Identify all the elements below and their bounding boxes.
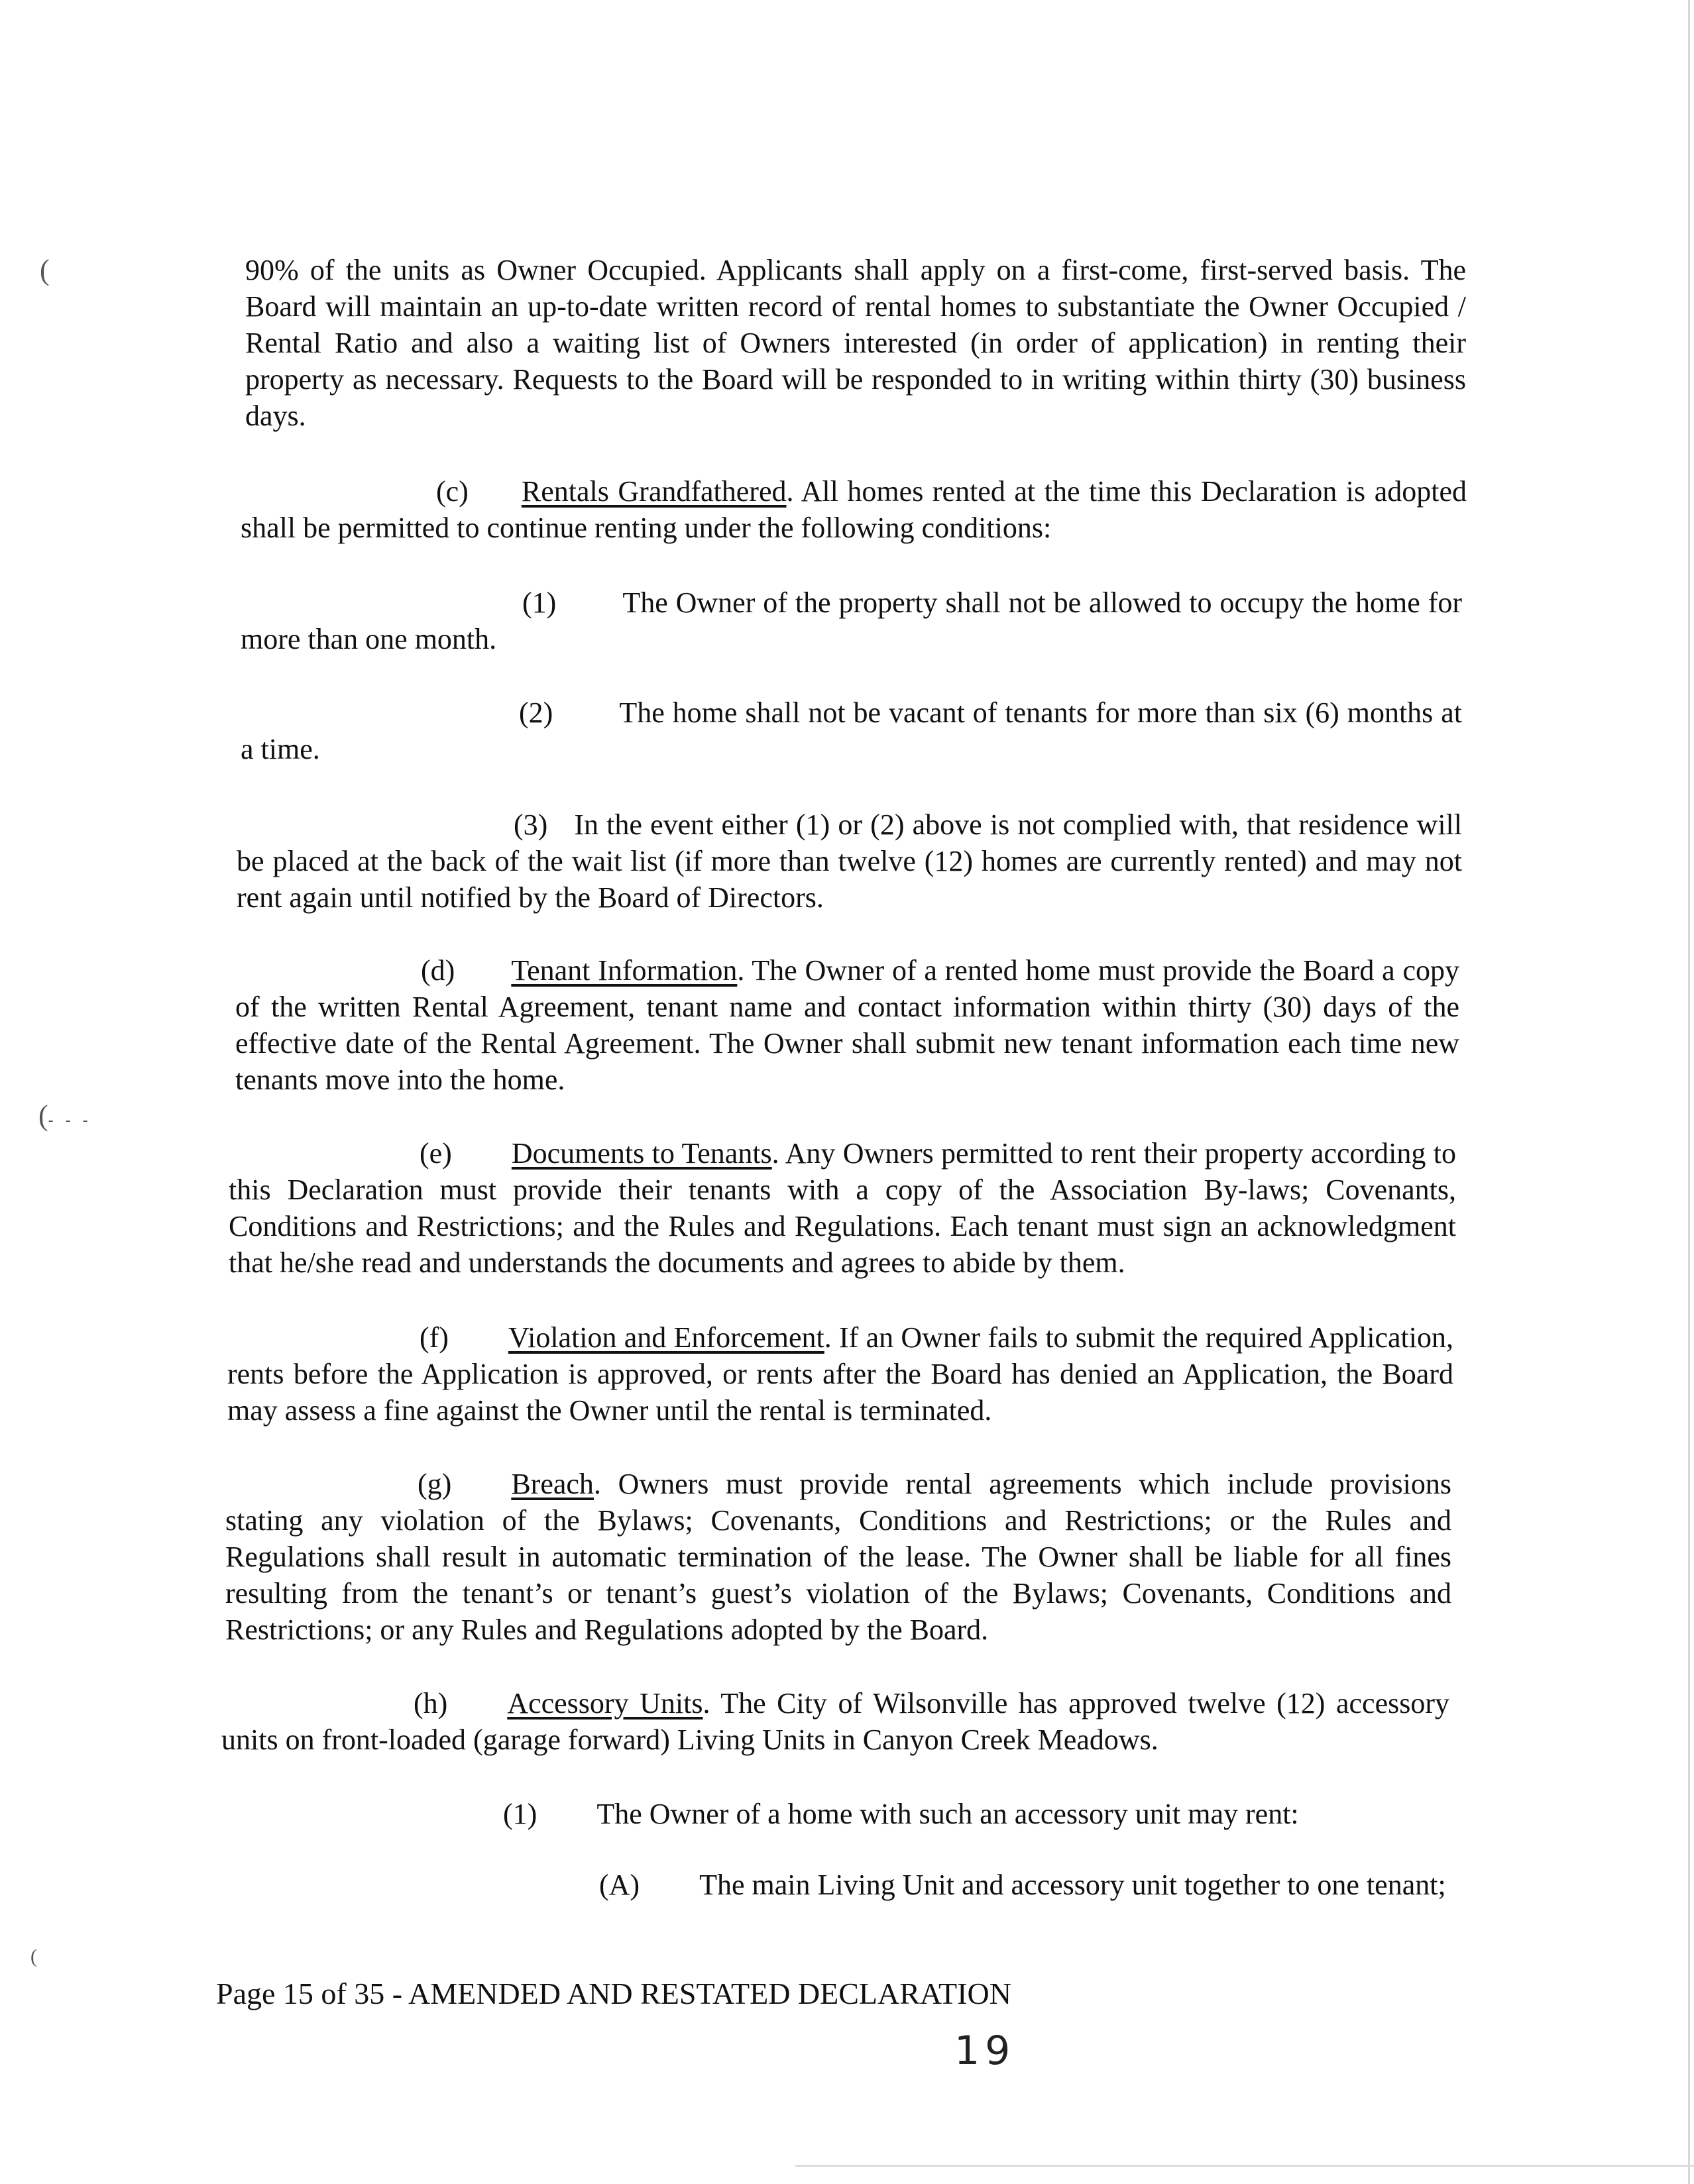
section-h-item-1-a-text: The main Living Unit and accessory unit together to one tenant; <box>699 1869 1446 1901</box>
paragraph-continued: 90% of the units as Owner Occupied. Applicants shall apply on a first-come, first-served basis. The Board will maintain an up-to-date written record of rental homes to substantiate the Owner Occupied / Rental Ratio and also a waiting list of Owners interested (in order of application) in renting their property as necessary. Requests to the Board will be responded to in writing within thirty (30) business days. <box>245 254 1466 432</box>
section-c-text: . All homes rented at the time this Declaration is adopted shall be permitted to continue renting under the following conditions: <box>241 475 1467 544</box>
section-e-label: (e) <box>420 1137 452 1170</box>
section-c-item-3 <box>237 806 1462 916</box>
section-c-label: (c) <box>436 475 469 508</box>
section-c-heading: Rentals Grandfathered <box>521 475 787 508</box>
section-c-item-3-text: In the event either (1) or (2) above is not complied with, that residence will be placed at the back of the wait list (if more than twelve (12) homes are currently rented) and may not rent again until notified by the Board of Directors. <box>237 808 1462 914</box>
section-c-item-2-text: The home shall not be vacant of tenants for more than six (6) months at a time. <box>241 696 1462 765</box>
section-c-item-2 <box>241 694 1462 767</box>
section-c-item-2-label: (2) <box>519 696 553 729</box>
section-f <box>227 1319 1453 1429</box>
section-f-text: . If an Owner fails to submit the required Application, rents before the Application is approved, or rents after the Board has denied an Application, the Board may assess a fine against the Owner until the rental is terminated. <box>227 1321 1453 1427</box>
section-g-label: (g) <box>418 1468 452 1500</box>
section-g-text: . Owners must provide rental agreements which include provisions stating any violation of the Bylaws; Covenants, Conditions and Restrictions; or the Rules and Regulations shall result in automatic termination of the lease. The Owner shall be liable for all fines resulting from the tenant’s or tenant’s guest’s violation of the Bylaws; Covenants, Conditions and Restrictions; or any Rules and Regulations adopted by the Board. <box>225 1468 1451 1646</box>
section-d-label: (d) <box>421 954 455 987</box>
section-c <box>241 473 1467 546</box>
section-e-heading: Documents to Tenants <box>511 1137 772 1170</box>
section-h-item-1 <box>221 1796 1449 1832</box>
section-c-item-3-label: (3) <box>514 808 548 841</box>
section-e-text: . Any Owners permitted to rent their property according to this Declaration must provide their tenants with a copy of the Association By-laws; Covenants, Conditions and Restrictions; and the Rules and Regulations. Each tenant must sign an acknowledgment that he/she read and understands the documents and agrees to abide by them. <box>229 1137 1456 1279</box>
section-g-heading: Breach <box>511 1468 594 1500</box>
scan-right-edge <box>1688 0 1690 2184</box>
section-d-heading: Tenant Information <box>511 954 738 987</box>
section-d-text: . The Owner of a rented home must provide the Board a copy of the written Rental Agreement, tenant name and contact information within thirty (30) days of the effective date of the Rental Agreement. The Owner shall submit new tenant information each time new tenants move into the home. <box>235 954 1459 1096</box>
section-h-heading: Accessory Units <box>507 1687 703 1720</box>
scan-bottom-edge <box>795 2165 1694 2167</box>
section-h-item-1-a <box>221 1867 1449 1903</box>
section-c-item-1 <box>241 584 1462 657</box>
section-h-item-1-a-label: (A) <box>599 1869 640 1901</box>
section-c-item-1-label: (1) <box>522 586 557 619</box>
section-h-text: . The City of Wilsonville has approved twelve (12) accessory units on front-loaded (garage forward) Living Units in Canyon Creek Meadows. <box>221 1687 1449 1756</box>
section-c-item-1-text: The Owner of the property shall not be allowed to occupy the home for more than one month. <box>241 586 1462 655</box>
margin-mark-bottom: ( <box>30 1945 37 1967</box>
page-footer: Page 15 of 35 - AMENDED AND RESTATED DECLARATION <box>216 1977 1011 2010</box>
section-h-item-1-text: The Owner of a home with such an accessory unit may rent: <box>596 1798 1299 1830</box>
section-f-label: (f) <box>420 1321 449 1354</box>
section-f-heading: Violation and Enforcement <box>508 1321 824 1354</box>
section-e <box>229 1135 1456 1281</box>
margin-mark-top: ( <box>40 254 50 286</box>
section-h-item-1-label: (1) <box>503 1798 537 1830</box>
section-d <box>235 952 1459 1098</box>
section-h-label: (h) <box>414 1687 448 1720</box>
section-h <box>221 1685 1449 1758</box>
section-g <box>225 1466 1451 1648</box>
margin-mark-middle: (- - - <box>38 1099 92 1132</box>
handwritten-page-number: 19 <box>954 2028 1016 2074</box>
